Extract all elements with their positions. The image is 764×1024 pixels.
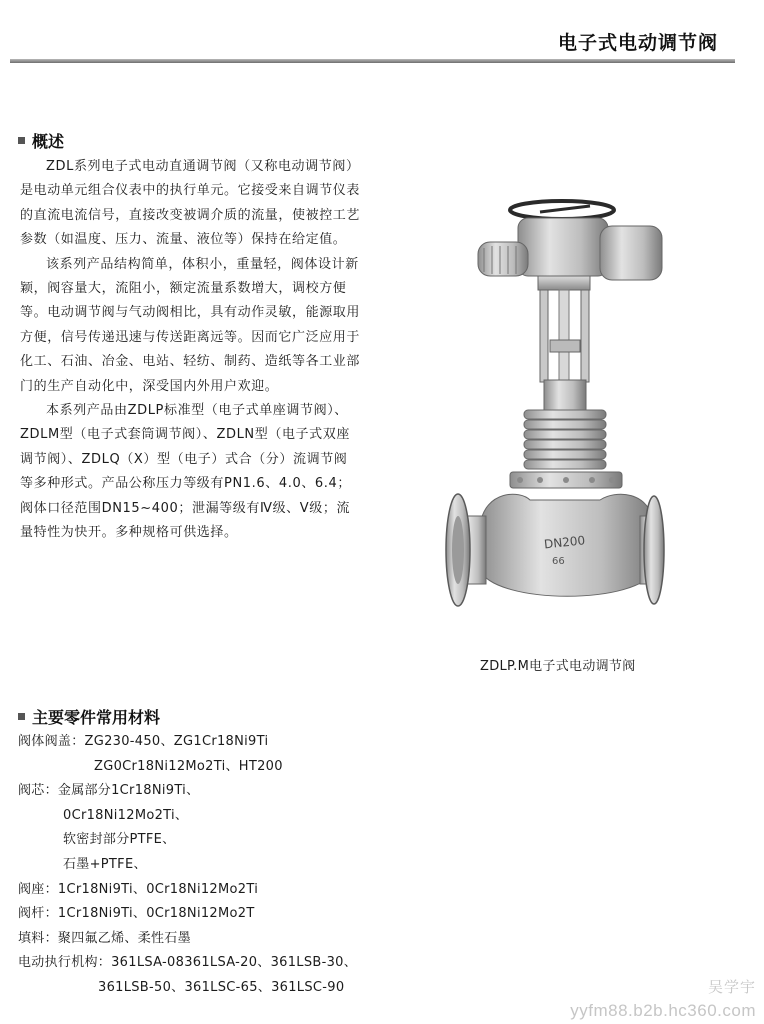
materials-line: 阀芯：金属部分1Cr18Ni9Ti、 (18, 783, 200, 799)
materials-line: 阀体阀盖：ZG230-450、ZG1Cr18Ni9Ti (18, 734, 269, 749)
square-bullet-icon (18, 137, 25, 144)
materials-line: 阀杆：1Cr18Ni9Ti、0Cr18Ni12Mo2T (18, 906, 255, 922)
overview-paragraph: 本系列产品由ZDLP标准型（电子式单座调节阀）、ZDLM型（电子式套筒调节阀）、ZDLN型（电子式双座调节阀）、ZDLQ（X）型（电子）式合（分）流调节阀等多种形式。产品公称压力等级有PN1.6、4.0、6.4；阀体口径范围DN15~400；泄漏等级有Ⅳ级、Ⅴ级；流量特性为快开。多种规格可供选择。 (20, 403, 351, 541)
body-marking: 66 (552, 556, 565, 567)
actuator-housing (518, 218, 608, 276)
overview-paragraph: 该系列产品结构简单，体积小，重量轻，阀体设计新颖，阀容量大，流阻小，额定流量系数增大，调校方便等。电动调节阀与气动阀相比，具有动作灵敏，能源取用方便，信号传递迅速与传送距离远等。因而它广泛应用于化工、石油、冶金、电站、轻纺、制药、造纸等各工业部门的生产自动化中，深受国内外用户欢迎。 (20, 256, 361, 394)
materials-line: 0Cr18Ni12Mo2Ti、 (63, 807, 189, 823)
overview-heading-text: 概述 (32, 132, 65, 151)
actuator-motor (478, 242, 528, 276)
materials-line: 361LSB-50、361LSC-65、361LSC-90 (98, 979, 345, 995)
overview-text (20, 155, 360, 546)
valve-stem (559, 290, 569, 382)
overview-heading (18, 129, 64, 152)
materials-list (18, 730, 357, 1001)
header-divider (10, 59, 735, 63)
materials-line: 软密封部分PTFE、 (63, 832, 176, 848)
materials-line: 填料：聚四氟乙烯、柔性石墨 (18, 930, 191, 946)
watermark-name: 吴学宇 (707, 979, 756, 996)
product-caption: ZDLP.M电子式电动调节阀 (480, 659, 636, 674)
page-title: 电子式电动调节阀 (557, 32, 718, 54)
watermark (570, 976, 756, 1021)
materials-line: 阀座：1Cr18Ni9Ti、0Cr18Ni12Mo2Ti (18, 881, 259, 897)
materials-line: 电动执行机构：361LSA-08361LSA-20、361LSB-30、 (18, 955, 358, 971)
actuator-cover (600, 226, 662, 280)
materials-line: 石墨+PTFE、 (63, 856, 147, 872)
bellows (524, 410, 606, 469)
materials-heading-text: 主要零件常用材料 (32, 708, 161, 727)
valve-photo (440, 190, 680, 640)
overview-paragraph: ZDL系列电子式电动直通调节阀（又称电动调节阀）是电动单元组合仪表中的执行单元。它接受来自调节仪表的直流电流信号，直接改变被调介质的流量，使被控工艺参数（如温度、压力、流量、液位等）保持在给定值。 (20, 159, 361, 248)
materials-line: ZG0Cr18Ni12Mo2Ti、HT200 (94, 758, 283, 774)
body-marking: DN200 (543, 533, 586, 552)
square-bullet-icon (18, 713, 25, 720)
watermark-url: yyfm88.b2b.hc360.com (570, 1001, 756, 1020)
materials-heading (18, 705, 160, 728)
right-flange (644, 496, 664, 604)
